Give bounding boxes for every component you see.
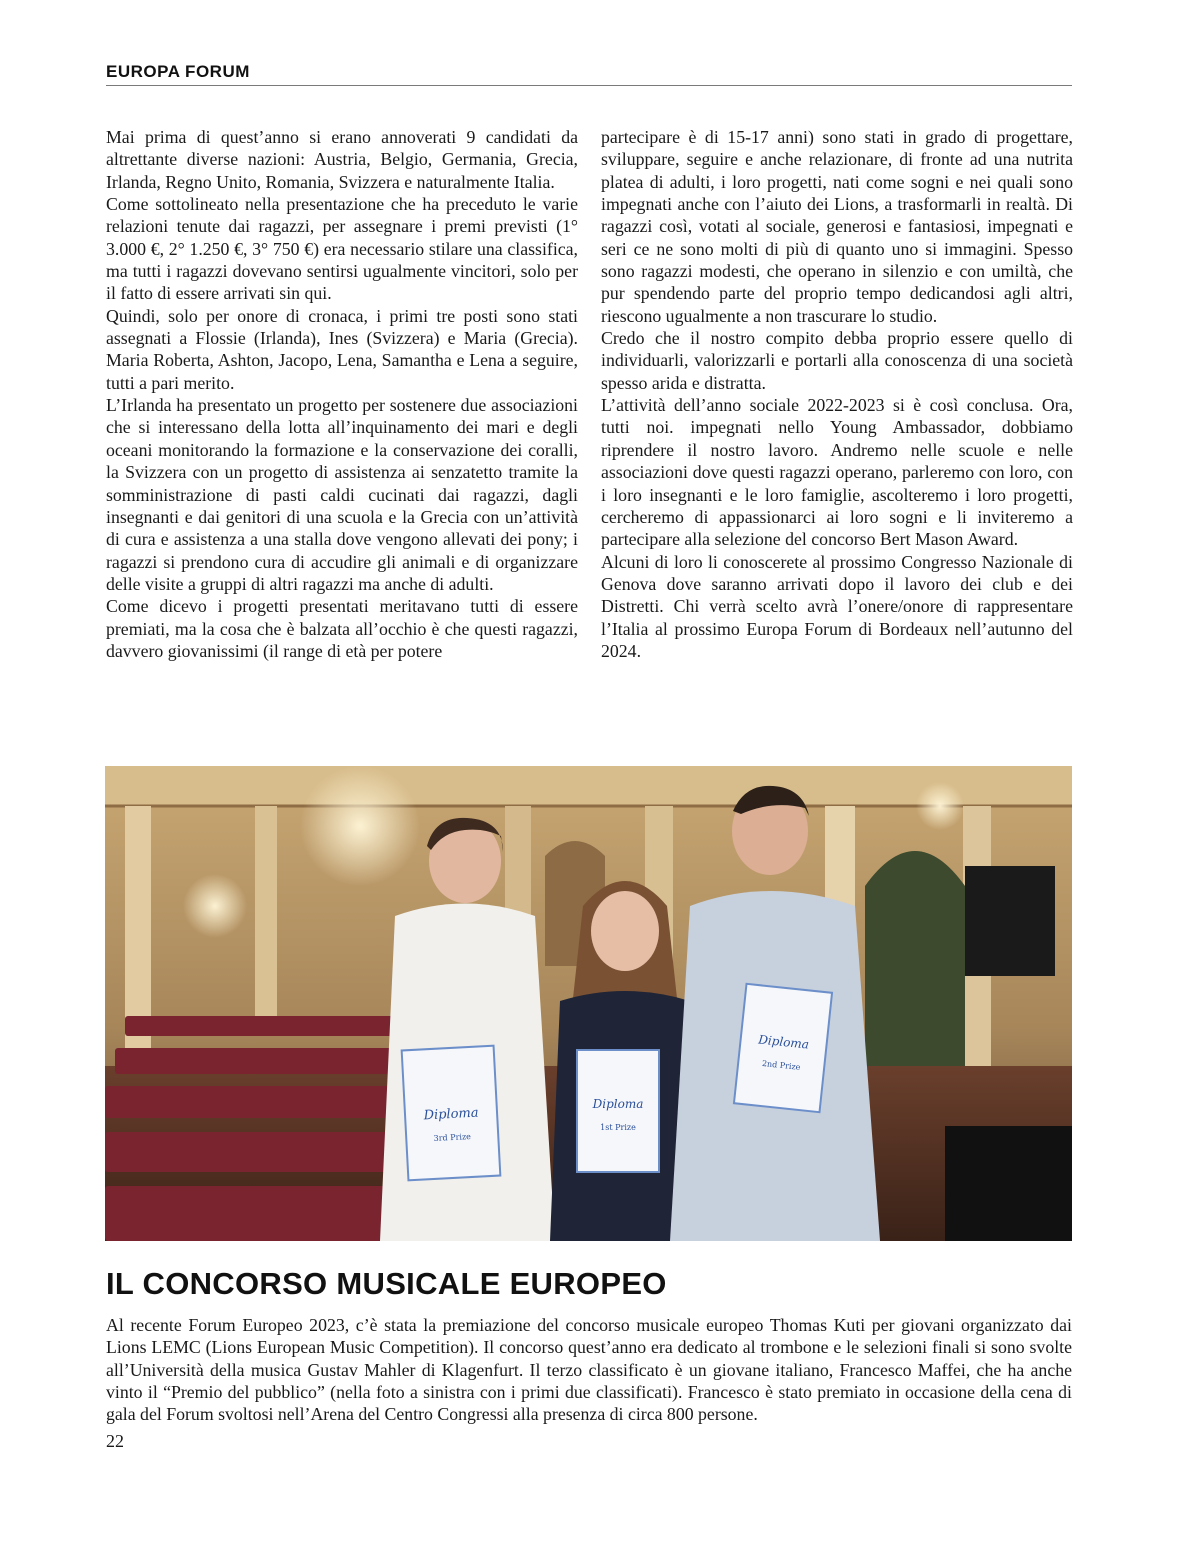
diploma-left-title: Diploma [423,1105,479,1124]
diploma-center [577,1050,659,1172]
diploma-right-title: Diploma [757,1032,810,1052]
diploma-left-prize: 3rd Prize [433,1131,472,1143]
header-divider [106,85,1072,86]
paragraph: Mai prima di quest’anno si erano annoverati 9 candidati da altrettante diverse nazioni: Austria, Belgio, Germania, Grecia, Irlanda, Regno Unito, Romania, Svizzera e naturalmente Italia. [106,127,578,192]
award-photo [105,766,1072,1241]
paragraph: Credo che il nostro compito debba proprio essere quello di individuarli, valorizzarli e portarli alla conoscenza di una società spesso arida e distratta. [601,328,1073,393]
section-label: EUROPA FORUM [106,62,250,81]
section-body: Al recente Forum Europeo 2023, c’è stata la premiazione del concorso musicale europeo Thomas Kuti per giovani organizzato dai Lions LEMC (Lions European Music Competition). Il concorso quest’anno era dedicato al trombone e le selezioni finali si sono svolte all’Università della musica Gustav Mahler di Klagenfurt. Il terzo classificato è un giovane italiano, Francesco Maffei, che ha anche vinto il “Premio del pubblico” (nella foto a sinistra con i primi due classificati). Francesco è stato premiato in occasione della cena di gala del Forum svoltosi nell’Arena del Centro Congressi alla presenza di circa 800 persone. [106,1315,1072,1425]
article-column-left [106,126,578,662]
diploma-center-prize: 1st Prize [600,1123,636,1132]
paragraph: L’attività dell’anno sociale 2022-2023 si è così conclusa. Ora, tutti noi. impegnati nello Young Ambassador, dobbiamo riprendere il nostro lavoro. Andremo nelle scuole e nelle associazioni dove questi ragazzi operano, parleremo con loro, con i loro insegnanti e le loro famiglie, ascolteremo i loro progetti, cercheremo di appassionarci ai loro sogni e li inviteremo a partecipare alla selezione del concorso Bert Mason Award. [601,395,1073,550]
diploma-right-prize: 2nd Prize [761,1058,801,1072]
paragraph: partecipare è di 15-17 anni) sono stati in grado di progettare, sviluppare, seguire e anche relazionare, di fronte ad una nutrita platea di adulti, i loro progetti, nati come sogni e nei quali sono impegnati anche con l’aiuto dei Lions, a trasformarli in realtà. Di ragazzi così, votati al sociale, generosi e fantasiosi, impegnati e seri ce ne sono molti di più di quanto uno si immagini. Spesso sono ragazzi modesti, che operano in silenzio e con umiltà, che pur spendendo parte del proprio tempo dedicandosi agli altri, riescono ugualmente a non trascurare lo studio. [601,127,1073,326]
section-title: IL CONCORSO MUSICALE EUROPEO [106,1266,667,1301]
paragraph: Come sottolineato nella presentazione che ha preceduto le varie relazioni tenute dai ragazzi, per assegnare i premi previsti (1° 3.000 €, 2° 1.250 €, 3° 750 €) era necessario stilare una classifica, ma tutti i ragazzi dovevano sentirsi ugualmente vincitori, solo per il fatto di essere arrivati sin qui. [106,194,578,304]
diploma-center-title: Diploma [592,1097,644,1111]
paragraph: Come dicevo i progetti presentati meritavano tutti di essere premiati, ma la cosa che è balzata all’occhio è che questi ragazzi, davvero giovanissimi (il range di età per potere [106,596,578,661]
article-column-right [601,126,1073,662]
diploma-left [402,1046,501,1181]
page-number: 22 [106,1431,124,1451]
diploma-right [734,984,832,1112]
paragraph: Quindi, solo per onore di cronaca, i primi tre posti sono stati assegnati a Flossie (Irlanda), Ines (Svizzera) e Maria (Grecia). Maria Roberta, Ashton, Jacopo, Lena, Samantha e Lena a seguire, tutti a pari merito. [106,305,578,393]
paragraph: Alcuni di loro li conoscerete al prossimo Congresso Nazionale di Genova dove saranno arrivati dopo il lavoro dei club e dei Distretti. Chi verrà scelto avrà l’onere/onore di rappresentare l’Italia al prossimo Europa Forum di Bordeaux nell’autunno del 2024. [601,551,1073,661]
paragraph: L’Irlanda ha presentato un progetto per sostenere due associazioni che si interessano della lotta all’inquinamento dei mari e degli oceani monitorando la formazione e la conservazione dei coralli, la Svizzera con un progetto di assistenza ai senzatetto tramite la somministrazione di pasti caldi cucinati dai ragazzi, dagli insegnanti e dai genitori di una scuola e la Grecia con un’attività di cura e assistenza a una stalla dove vengono allevati dei pony; i ragazzi si prendono cura di accudire gli animali e di organizzare delle visite a gruppi di altri ragazzi ma anche di adulti. [106,395,578,594]
